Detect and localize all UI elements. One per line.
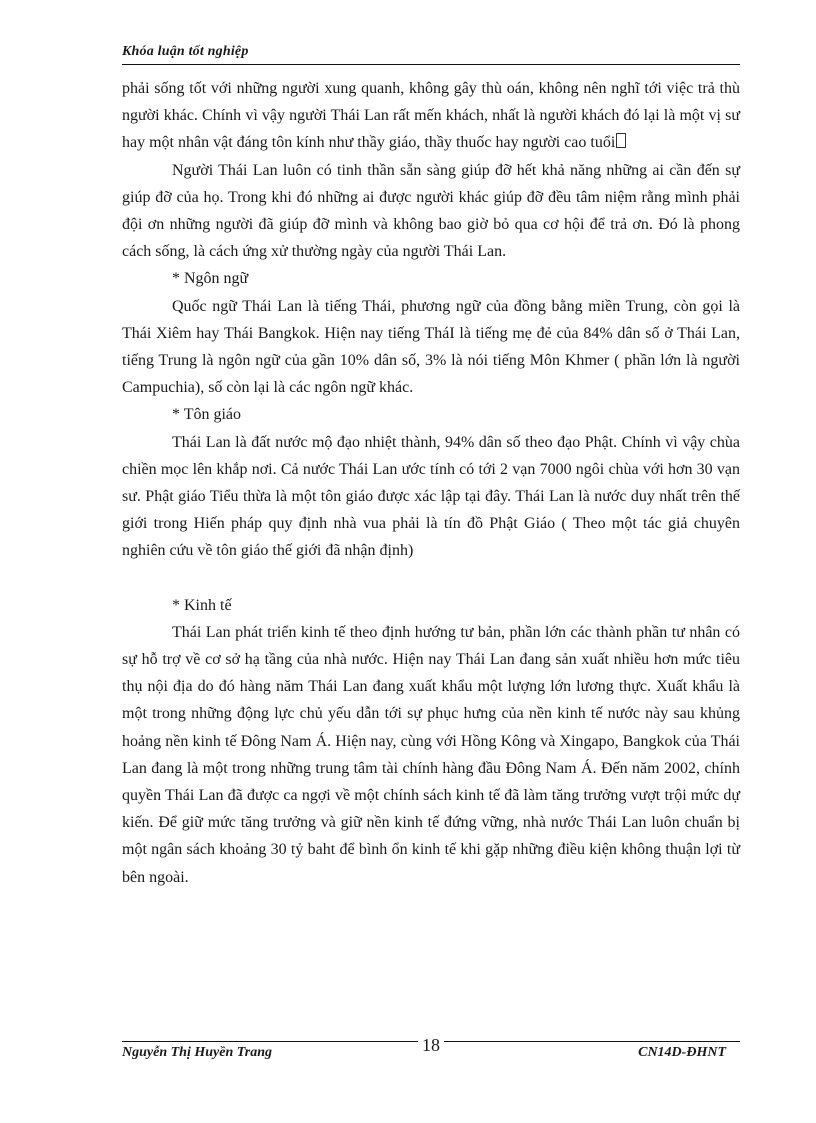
paragraph-hospitality-text: phải sống tốt với những người xung quanh, không gây thù oán, không nên nghĩ tới việc trả thù người khác. Chính vì vậy người Thái Lan rất mến khách, nhất là người khách đó lại là một vị sư hay một nhân vật đáng tôn kính như thầy giáo, thầy thuốc hay người cao tuổi	[122, 80, 740, 152]
heading-religion: * Tôn giáo	[172, 406, 242, 424]
paragraph-language: Quốc ngữ Thái Lan là tiếng Thái, phương ngữ của đồng bằng miền Trung, còn gọi là Thái Xiêm hay Thái Bangkok. Hiện nay tiếng TháI là tiếng mẹ đẻ của 84% dân số ở Thái Lan, tiếng Trung là ngôn ngữ của gần 10% dân số, 3% là nói tiếng Môn Khmer ( phần lớn là người Campuchia), số còn lại là các ngôn ngữ khác.	[122, 297, 740, 397]
footer-author: Nguyễn Thị Huyền Trang	[122, 1045, 272, 1060]
paragraph-hospitality	[122, 75, 740, 157]
missing-glyph-box	[616, 133, 626, 148]
page-body	[122, 75, 740, 891]
paragraph-helpfulness: Người Thái Lan luôn có tinh thần sẵn sàng giúp đỡ hết khả năng những ai cần đến sự giúp đỡ của họ. Trong khi đó những ai được người khác giúp đỡ đều tâm niệm rằng mình phải đội ơn những người đã giúp đỡ mình và không bao giờ bỏ qua cơ hội để trả ơn. Đó là phong cách sống, là cách ứng xử thường ngày của người Thái Lan.	[122, 161, 740, 261]
page-number: 18	[418, 1035, 444, 1055]
heading-language: * Ngôn ngữ	[172, 270, 249, 288]
spacer	[122, 565, 740, 592]
page-footer	[122, 1035, 740, 1064]
header-title: Khóa luận tốt nghiệp	[122, 44, 249, 59]
paragraph-religion: Thái Lan là đất nước mộ đạo nhiệt thành, 94% dân số theo đạo Phật. Chính vì vậy chùa chiền mọc lên khắp nơi. Cả nước Thái Lan ước tính có tới 2 vạn 7000 ngôi chùa với hơn 30 vạn sư. Phật giáo Tiểu thừa là một tôn giáo được xác lập tại đây. Thái Lan là nước duy nhất trên thế giới trong Hiến pháp quy định nhà vua phải là tín đồ Phật Giáo ( Theo một tác giả chuyên nghiên cứu về tôn giáo thế giới đã nhận định)	[122, 433, 740, 560]
paragraph-economy: Thái Lan phát triển kinh tế theo định hướng tư bản, phần lớn các thành phần tư nhân có sự hỗ trợ về cơ sở hạ tầng của nhà nước. Hiện nay Thái Lan đang sản xuất nhiều hơn mức tiêu thụ nội địa do đó hàng năm Thái Lan đang xuất khẩu một lượng lớn lương thực. Xuất khẩu là một trong những động lực chủ yếu dẫn tới sự phục hưng của nền kinh tế nước này sau khủng hoảng nền kinh tế Đông Nam Á. Hiện nay, cùng với Hồng Kông và Xingapo, Bangkok của Thái Lan đang là một trong những trung tâm tài chính hàng đầu Đông Nam Á. Đến năm 2002, chính quyền Thái Lan đã được ca ngợi về một chính sách kinh tế đã làm tăng trưởng vượt trội mức dự kiến. Để giữ mức tăng trưởng và giữ nền kinh tế đứng vững, nhà nước Thái Lan luôn chuẩn bị một ngân sách khoảng 30 tỷ baht để bình ổn kinh tế khi gặp những điều kiện không thuận lợi từ bên ngoài.	[122, 623, 740, 886]
footer-class-code: CN14D-ĐHNT	[638, 1045, 726, 1060]
page-header	[122, 44, 740, 65]
heading-economy: * Kinh tế	[172, 596, 232, 614]
